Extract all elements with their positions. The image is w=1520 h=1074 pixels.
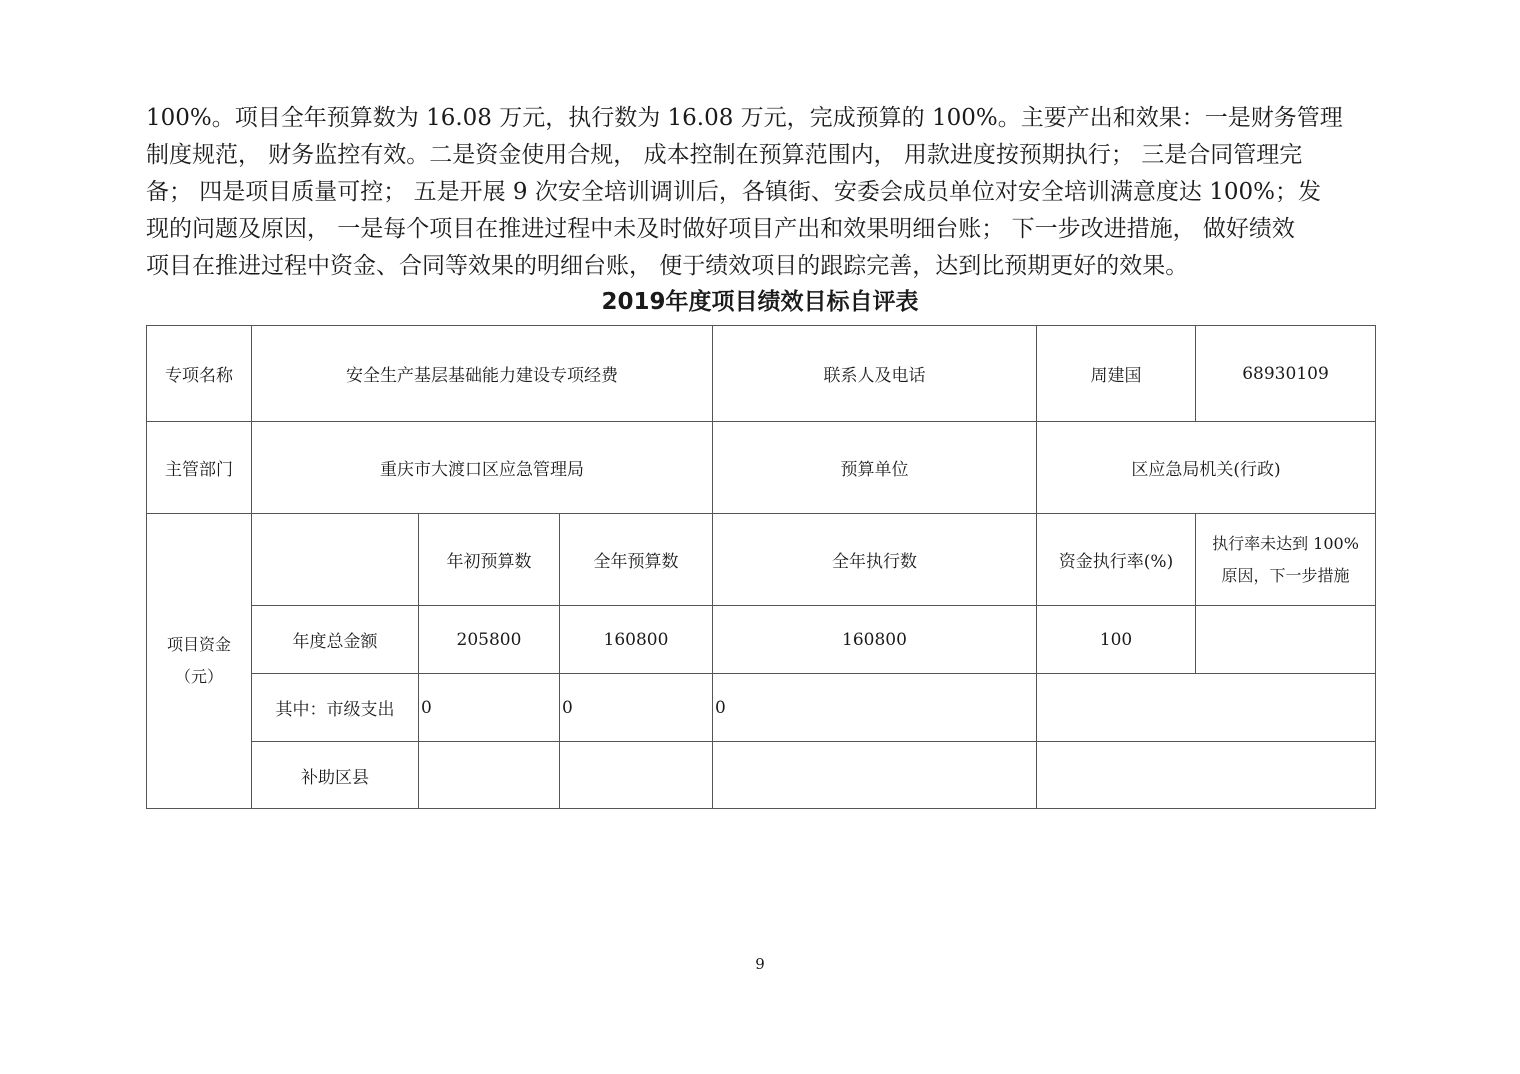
total-reason (1196, 606, 1376, 674)
district-subsidy-row (147, 742, 1376, 809)
city-row-label: 其中：市级支出 (252, 674, 419, 742)
district-initial-budget (419, 742, 560, 809)
funds-label-line2: （元） (174, 667, 223, 686)
contact-name: 周建国 (1037, 326, 1196, 422)
total-execution-rate: 100 (1037, 606, 1196, 674)
header-annual-execution: 全年执行数 (713, 514, 1037, 606)
header-initial-budget: 年初预算数 (419, 514, 560, 606)
city-annual-budget: 0 (560, 674, 713, 742)
paragraph-line: 现的问题及原因， 一是每个项目在推进过程中未及时做好项目产出和效果明细台账； 下一步改进措施， 做好绩效 (146, 216, 1295, 242)
budget-unit-value: 区应急局机关(行政) (1037, 422, 1376, 514)
body-paragraph (146, 100, 1374, 285)
district-annual-budget (560, 742, 713, 809)
city-empty-cell (1037, 674, 1376, 742)
funds-header-row (147, 514, 1376, 606)
total-amount-row (147, 606, 1376, 674)
empty-header-cell (252, 514, 419, 606)
total-annual-budget: 160800 (560, 606, 713, 674)
project-name-row (147, 326, 1376, 422)
page-number: 9 (755, 955, 765, 973)
district-empty-cell (1037, 742, 1376, 809)
total-row-label: 年度总金额 (252, 606, 419, 674)
district-annual-execution (713, 742, 1037, 809)
funds-label (147, 514, 252, 809)
header-reason-line1: 执行率未达到 100% (1212, 533, 1359, 553)
contact-label: 联系人及电话 (713, 326, 1037, 422)
city-annual-execution: 0 (713, 674, 1037, 742)
department-row (147, 422, 1376, 514)
district-row-label: 补助区县 (252, 742, 419, 809)
department-value: 重庆市大渡口区应急管理局 (252, 422, 713, 514)
header-execution-rate: 资金执行率(%) (1037, 514, 1196, 606)
paragraph-line: 制度规范， 财务监控有效。二是资金使用合规， 成本控制在预算范围内， 用款进度按预期执行； 三是合同管理完 (146, 142, 1303, 168)
performance-table (146, 325, 1376, 809)
city-expenditure-row (147, 674, 1376, 742)
budget-unit-label: 预算单位 (713, 422, 1037, 514)
paragraph-line: 备； 四是项目质量可控； 五是开展 9 次安全培训调训后，各镇街、安委会成员单位对安全培训满意度达 100%；发 (146, 179, 1321, 205)
funds-label-line1: 项目资金 (166, 635, 231, 654)
header-annual-budget: 全年预算数 (560, 514, 713, 606)
paragraph-line: 项目在推进过程中资金、合同等效果的明细台账， 便于绩效项目的跟踪完善，达到比预期更好的效果。 (146, 253, 1189, 279)
department-label: 主管部门 (147, 422, 252, 514)
table-title: 2019年度项目绩效目标自评表 (601, 289, 919, 315)
project-name-label: 专项名称 (147, 326, 252, 422)
project-name-value: 安全生产基层基础能力建设专项经费 (252, 326, 713, 422)
total-annual-execution: 160800 (713, 606, 1037, 674)
total-initial-budget: 205800 (419, 606, 560, 674)
header-reason-line2: 原因，下一步措施 (1221, 565, 1350, 585)
city-initial-budget: 0 (419, 674, 560, 742)
header-reason (1196, 514, 1376, 606)
paragraph-line: 100%。项目全年预算数为 16.08 万元，执行数为 16.08 万元，完成预算的 100%。主要产出和效果：一是财务管理 (146, 105, 1343, 131)
contact-phone: 68930109 (1196, 326, 1376, 422)
